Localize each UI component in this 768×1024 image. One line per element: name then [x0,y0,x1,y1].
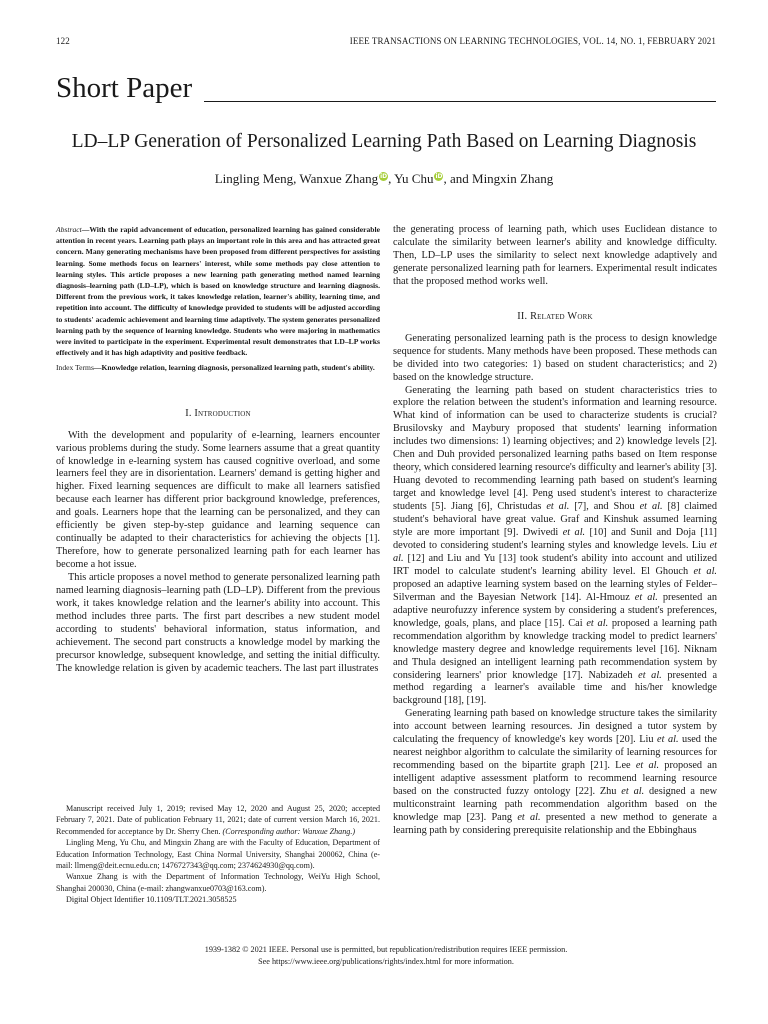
running-header [56,36,716,50]
footnote-affiliation-2: Wanxue Zhang is with the Department of Information Technology, WeiYu High School, Shanghai 200030, China (e-mail: zhangwanxue0703@163.com). [56,872,380,893]
index-terms-label: Index Terms [56,363,94,373]
section-label: Short Paper [56,70,196,106]
left-column [56,224,380,676]
section-banner [56,70,716,110]
intro-continuation: the generating process of learning path, which uses Euclidean distance to calculate the similarity between learner's ability and knowledge difficulty. Then, LD–LP uses the similarity to select next knowledge adaptively and generate personalized learning path for learners. Experimental result indicates that the proposed method works well. [393,224,717,287]
copyright-line-1: 1939-1382 © 2021 IEEE. Personal use is permitted, but republication/redistribution requires IEEE permission. [204,945,568,954]
index-terms-text: —Knowledge relation, learning diagnosis, personalized learning path, student's ability. [93,363,375,373]
journal-name: IEEE TRANSACTIONS ON LEARNING TECHNOLOGIES, VOL. 14, NO. 1, FEBRUARY 2021 [349,36,716,46]
index-terms [56,362,380,373]
orcid-icon[interactable]: iD [435,173,443,180]
section-heading-related-work: II. Related Work [517,310,593,322]
section-rule [204,101,716,102]
abstract [56,224,380,358]
author-list [40,170,728,188]
abstract-label: Abstract [56,225,82,234]
author-names-3: , and Mingxin Zhang [443,171,554,186]
abstract-text: —With the rapid advancement of education, personalized learning has gained considerable attention in recent years. Learning path plays an important role in this area and has attracted great concern. Many generating mechanisms have been proposed from different perspectives for assisting learning. Some methods focus on learners' interest, while some methods pay close attention to learning styles. This article proposes a new learning path generating method named learning diagnosis–learning path (LD–LP), which is based on knowledge structure and learning diagnosis. Different from the previous work, it takes knowledge relation, learner's ability, learning time, and repetition into account. The difficulty of knowledge provided to students will be adjusted according to students' academic achievement and learning time adaptively. The system generates personalized learning path by the sequence of learning knowledge. Students who were majoring in mathematics were invited to participate in the experiment. Experimental result demonstrates that LD–LP works effectively and it has high adaptivity and positive feedback. [56,225,380,358]
footnote-affiliation-1: Lingling Meng, Yu Chu, and Mingxin Zhang are with the Faculty of Education, Department of Education Information Technology, East China Normal University, Shanghai 200062, China (e-mail: llmeng@deit.ecnu.edu.cn; 1476727343@qq.com; 2374624930@qq.com). [56,838,380,871]
related-paragraph-3: Generating learning path based on knowledge structure takes the similarity into account between learning resources. Jin designed a tutor system by calculating the frequency of knowledge's key words [20]. Liu et al. used the nearest neighbor algorithm to calculate the similarity of learning resources for recommending based on the bipartite graph [21]. Lee et al. proposed an intelligent adaptive assessment platform to recommend learning resource based on the constructed fuzzy ontology [22]. Zhu et al. designed a new multiconstraint learning path recommendation algorithm based on the knowledge map [23]. Pang et al. presented a new method to generate a learning path by considering prerequisite relationship and the Ebbinghaus [393,708,718,836]
related-paragraph-2: Generating the learning path based on student characteristics tries to explore the relation between the student's information and learning resource. What kind of information can be used to characterize students is crucial? Brusilovsky and Maybury proposed that students' learning information includes two dimensions: 1) learning objectives; and 2) knowledge levels [2]. Chen and Duh provided personalized learning paths based on Item response theory, which considered learning resource's difficulty and learner's ability [3]. Huang devoted to recommending learning path based on student's learning target and knowledge level [4]. Peng used student's interest to characterize students [5]. Jiang [6], Christudas et al. [7], and Shou et al. [8] claimed student's behavioral have great value. Graf and Kinshuk assumed learning style are more important [9]. Dwivedi et al. [10] and Sunil and Doja [11] devoted to considering student's learning styles and knowledge levels. Liu et al. [12] and Liu and Yu [13] took student's ability into account and utilized IRT model to calculate student's learning ability level. El Ghouch et al. proposed an adaptive learning system based on the learning styles of Felder–Silverman and the Bayesian Network [14]. Al-Hmouz et al. presented an adaptive neurofuzzy inference system by considering a student's preferences, knowledge, goals, plans, and place [15]. Cai et al. proposed a learning path recommendation algorithm by knowledge tracking model to predict learners' knowledge mastery degree and knowledge requirements level [16]. Niknam and Thula designed an intelligent learning path recommendation system by considering learners' prior knowledge [17]. Nabizadeh et al. presented a method regarding a learner's available time and his/her knowledge background [18], [19]. [393,384,718,707]
right-column [393,224,717,838]
author-names-1: Lingling Meng, Wanxue Zhang [214,171,379,186]
intro-paragraph-2: This article proposes a novel method to generate personalized learning path named learning diagnosis–learning path (LD–LP). Different from the previous work, it takes knowledge relation and the learner's ability into account. This method includes three parts. The first part describes a new student model according to students' behavioral information, status information, and achievement. The second part constructs a knowledge model by marking the precursor knowledge, subsequent knowledge, and setting the initial difficulty. The knowledge relation is given by academic teachers. The last part illustrates [56,572,380,674]
first-page-footnote [56,803,380,906]
orcid-icon[interactable]: iD [380,173,388,180]
intro-paragraph-1: With the development and popularity of e-learning, learners encounter various problems during the study. Some learners assume that a great quantity of knowledge in e-learning system has caused cognitive overload, and some learners feel they are in disorientation. Learners' demand is getting higher and higher. Fixed learning sequences are difficult to make all learners satisfied because each learner has different prior background knowledge, preferences, and goals. Learners hope that the learning can be personalized, and they can efficiently be given step-by-step guidance and learning sequence can continually be adapted to their characteristics for achieving the objects [1]. Therefore, how to generate personalized learning path for each learner has become a hot issue. [56,429,380,571]
section-heading-introduction: I. Introduction [185,407,251,419]
footnote-doi: Digital Object Identifier 10.1109/TLT.2021.3058525 [66,895,237,905]
related-paragraph-1: Generating personalized learning path is the process to design knowledge sequence for students. Many methods have been proposed. These methods can be divided into two categories: 1) based on student characteristics; and 2) based on the knowledge structure. [393,332,717,383]
copyright-notice [56,944,716,967]
paper-title: LD–LP Generation of Personalized Learning Path Based on Learning Diagnosis [71,131,697,152]
page-number: 122 [56,36,70,46]
author-names-2: , Yu Chu [388,171,434,186]
copyright-line-2[interactable]: See https://www.ieee.org/publications/rights/index.html for more information. [258,956,514,966]
footnote-manuscript: Manuscript received July 1, 2019; revised May 12, 2020 and August 25, 2020; accepted February 7, 2021. Date of publication February 11, 2021; date of current version March 16, 2021. Recommended for acceptance by Dr. Sherry Chen. (Corresponding author: Wanxue Zhang.) [56,804,380,836]
